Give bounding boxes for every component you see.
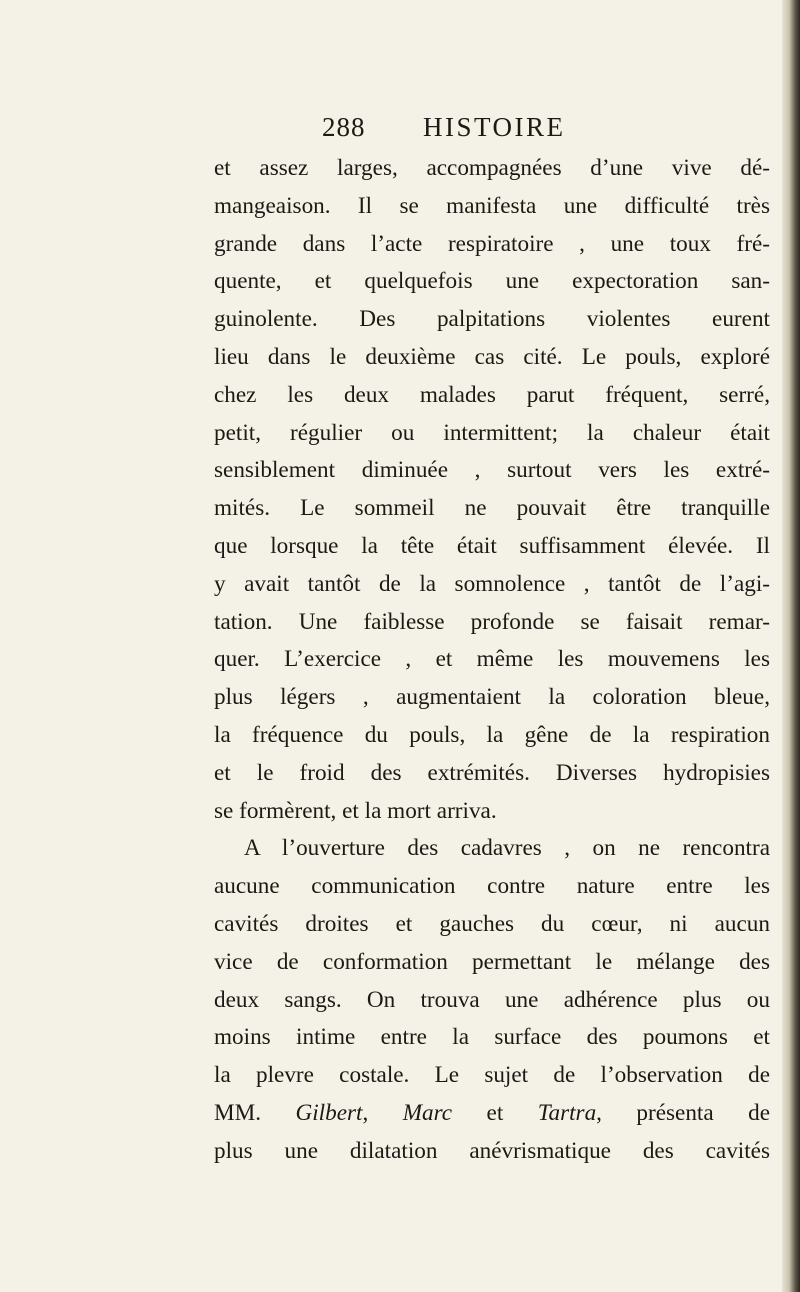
text-fragment: et — [452, 1099, 538, 1126]
book-gutter-shadow — [782, 0, 800, 1292]
text-line: et assez larges, accompagnées d’une vive dé- — [214, 155, 770, 181]
text-line: y avait tantôt de la somnolence , tantôt de l’agi- — [214, 570, 770, 597]
text-line: chez les deux malades parut fréquent, serré, — [214, 381, 770, 408]
text-line: grande dans l’acte respiratoire , une toux fré- — [214, 230, 770, 257]
text-fragment: MM. — [214, 1099, 296, 1126]
text-line: la fréquence du pouls, la gêne de la respiration — [214, 721, 770, 748]
text-line: moins intime entre la surface des poumons et — [214, 1024, 770, 1051]
text-fragment: , présenta de — [596, 1099, 770, 1126]
text-line: que lorsque la tête était suffisamment élevée. Il — [214, 532, 770, 559]
name-gilbert: Gilbert — [295, 1099, 363, 1126]
text-line: la plevre costale. Le sujet de l’observation de — [214, 1062, 770, 1089]
text-line: plus légers , augmentaient la coloration bleue, — [214, 684, 770, 711]
text-line: et le froid des extrémités. Diverses hydropisies — [214, 759, 770, 786]
page-number: 288 — [322, 112, 366, 142]
text-line: guinolente. Des palpitations violentes eurent — [214, 306, 770, 333]
text-line: mités. Le sommeil ne pouvait être tranquille — [214, 495, 770, 522]
text-fragment: , — [362, 1099, 403, 1126]
text-line: deux sangs. On trouva une adhérence plus ou — [214, 986, 770, 1013]
text-line: plus une dilatation anévrismatique des cavités — [214, 1137, 770, 1164]
text-line: sensiblement diminuée , surtout vers les extré- — [214, 457, 770, 484]
running-title: HISTOIRE — [423, 112, 566, 142]
text-line: vice de conformation permettant le mélange des — [214, 948, 770, 975]
body-text — [214, 150, 770, 1171]
paragraph-start-line: A l’ouverture des cadavres , on ne rencontra — [244, 835, 770, 862]
text-line-with-names — [214, 1095, 770, 1133]
text-line: petit, régulier ou intermittent; la chaleur était — [214, 419, 770, 446]
name-tartra: Tartra — [537, 1099, 597, 1126]
text-line: quer. L’exercice , et même les mouvemens les — [214, 646, 770, 673]
text-line: mangeaison. Il se manifesta une difficulté très — [214, 192, 770, 219]
text-line: lieu dans le deuxième cas cité. Le pouls, exploré — [214, 343, 770, 370]
paragraph-end-line: se formèrent, et la mort arriva. — [214, 797, 497, 824]
text-line: aucune communication contre nature entre les — [214, 873, 770, 900]
text-line: cavités droites et gauches du cœur, ni aucun — [214, 910, 770, 937]
name-marc: Marc — [402, 1099, 453, 1126]
text-line: tation. Une faiblesse profonde se faisait remar- — [214, 608, 770, 635]
text-line: quente, et quelquefois une expectoration san- — [214, 268, 770, 295]
page-header — [322, 104, 582, 144]
